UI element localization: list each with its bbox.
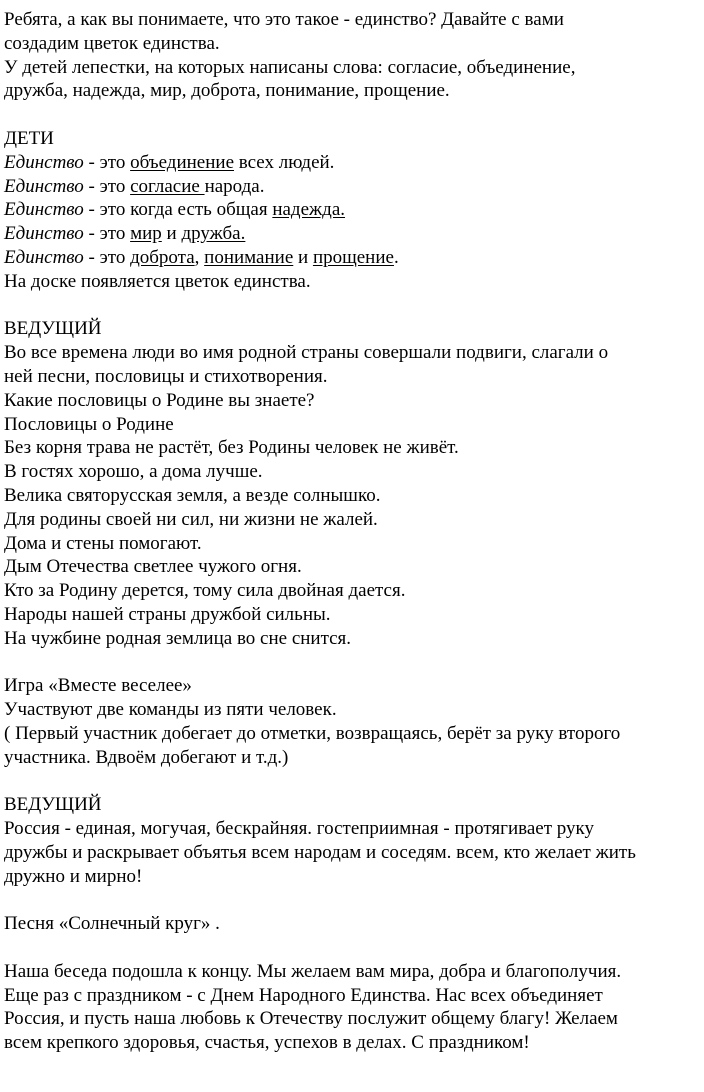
game-title: Игра «Вместе веселее»	[4, 675, 192, 697]
game-line: участника. Вдвоём добегают и т.д.)	[4, 746, 289, 768]
proverb: На чужбине родная землица во сне снится.	[4, 627, 352, 649]
proverb: Дома и стены помогают.	[4, 532, 202, 554]
host-line: дружно и мирно!	[4, 865, 143, 887]
proverb: Для родины своей ни сил, ни жизни не жалей.	[4, 508, 378, 530]
outro-line: всем крепкого здоровья, счастья, успехов в делах. С праздником!	[4, 1032, 530, 1054]
intro-line: У детей лепестки, на которых написаны слова: согласие, объединение,	[4, 56, 576, 78]
proverb: В гостях хорошо, а дома лучше.	[4, 461, 263, 483]
blank-line	[4, 936, 700, 960]
host-line: Во все времена люди во имя родной страны совершали подвиги, слагали о	[4, 342, 609, 364]
blank-line	[4, 888, 700, 912]
song-title: Песня «Солнечный круг» .	[4, 913, 220, 935]
kids-line: Единство - это мир и дружба.	[4, 223, 246, 245]
blank-line	[4, 103, 700, 127]
kids-line: Единство - это объединение всех людей.	[4, 151, 335, 173]
intro-line: дружба, надежда, мир, доброта, понимание, прощение.	[4, 80, 450, 102]
host-line: ней песни, пословицы и стихотворения.	[4, 365, 328, 387]
host-line: дружбы и раскрывает объятья всем народам и соседям. всем, кто желает жить	[4, 841, 636, 863]
proverbs-heading: Пословицы о Родине	[4, 413, 174, 435]
host-line: Какие пословицы о Родине вы знаете?	[4, 389, 315, 411]
outro-line: Россия, и пусть наша любовь к Отечеству послужит общему благу! Желаем	[4, 1008, 618, 1030]
host-line: Россия - единая, могучая, бескрайняя. гостеприимная - протягивает руку	[4, 818, 594, 840]
proverb: Дым Отечества светлее чужого огня.	[4, 556, 302, 578]
proverb: Кто за Родину дерется, тому сила двойная дается.	[4, 580, 406, 602]
speaker-host: ВЕДУЩИЙ	[4, 318, 102, 340]
proverb: Без корня трава не растёт, без Родины человек не живёт.	[4, 437, 459, 459]
game-line: Участвуют две команды из пяти человек.	[4, 699, 337, 721]
speaker-kids: ДЕТИ	[4, 127, 54, 149]
outro-line: Наша беседа подошла к концу. Мы желаем вам мира, добра и благополучия.	[4, 960, 622, 982]
game-line: ( Первый участник добегает до отметки, возвращаясь, берёт за руку второго	[4, 722, 621, 744]
intro-line: Ребята, а как вы понимаете, что это такое - единство? Давайте с вами	[4, 9, 564, 30]
blank-line	[4, 770, 700, 794]
kids-line: На доске появляется цветок единства.	[4, 270, 311, 292]
outro-line: Еще раз с праздником - с Днем Народного Единства. Нас всех объединяет	[4, 984, 603, 1006]
speaker-host: ВЕДУЩИЙ	[4, 794, 102, 816]
proverb: Велика святорусская земля, а везде солнышко.	[4, 484, 381, 506]
blank-line	[4, 294, 700, 318]
kids-line: Единство - это доброта, понимание и прощение.	[4, 246, 399, 268]
kids-line: Единство - это согласие народа.	[4, 175, 265, 197]
intro-line: создадим цветок единства.	[4, 32, 220, 54]
kids-line: Единство - это когда есть общая надежда.	[4, 199, 346, 221]
proverb: Народы нашей страны дружбой сильны.	[4, 603, 331, 625]
blank-line	[4, 651, 700, 675]
